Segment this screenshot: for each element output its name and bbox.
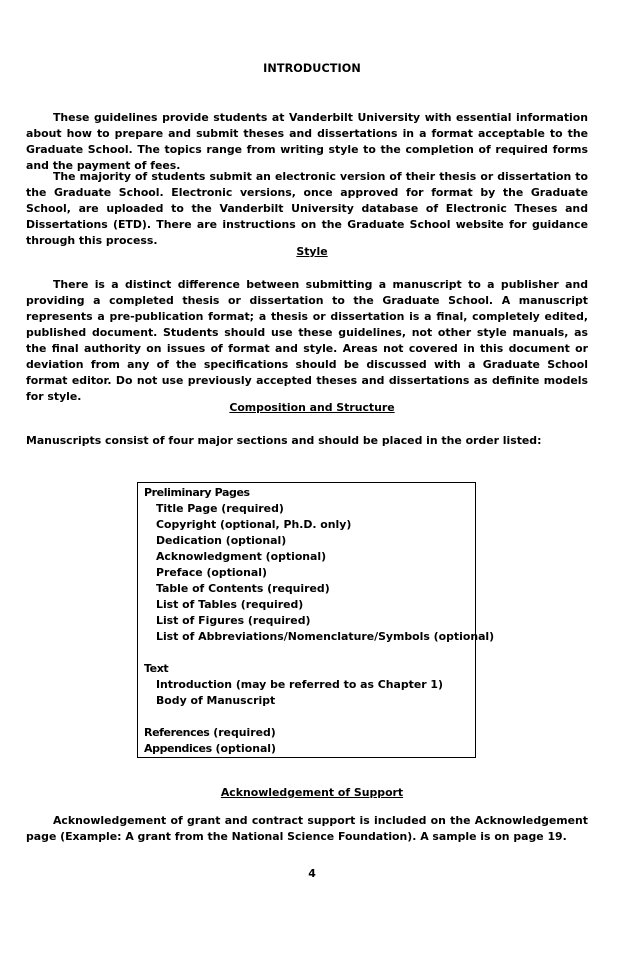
intro-paragraph-2: The majority of students submit an electronic version of their thesis or dissertation to the Graduate School. Electronic versions, once approved for format by the Graduate School, are uploaded to the Vanderbilt University database of Electronic Theses and Dissertations (ETD). There are instructions on the Graduate School website for guidance through this process. (26, 170, 588, 247)
references-note: (required) (209, 726, 276, 739)
list-item: List of Abbreviations/Nomenclature/Symbols (optional) (156, 630, 495, 643)
list-item: Preface (optional) (156, 566, 267, 579)
appendices-note: (optional) (211, 742, 277, 755)
text-section-list (144, 677, 475, 709)
appendices-heading: Appendices (144, 742, 212, 755)
list-item: Body of Manuscript (156, 694, 276, 707)
style-paragraph: There is a distinct difference between submitting a manuscript to a publisher and providing a completed thesis or dissertation to the Graduate School. A manuscript represents a pre-publication format; a thesis or dissertation is a final, completely edited, published document. Students should use these guidelines, not other style manuals, as the final authority on issues of format and style. Areas not covered in this document or deviation from any of the specifications should be discussed with a Graduate School format editor. Do not use previously accepted theses and dissertations as definite models for style. (26, 278, 588, 403)
intro-paragraph-1: These guidelines provide students at Vanderbilt University with essential information about how to prepare and submit theses and dissertations in a format acceptable to the Graduate School. The topics range from writing style to the completion of required forms and the payment of fees. (26, 111, 588, 172)
references-heading: References (144, 726, 210, 739)
style-heading: Style (296, 245, 328, 258)
composition-lead: Manuscripts consist of four major sections and should be placed in the order listed: (26, 434, 542, 447)
list-item: Introduction (may be referred to as Chapter 1) (156, 678, 443, 691)
list-item: Copyright (optional, Ph.D. only) (156, 518, 352, 531)
acknowledgement-paragraph: Acknowledgement of grant and contract support is included on the Acknowledgement page (Example: A grant from the National Science Foundation). A sample is on page 19. (26, 814, 588, 843)
list-item: Title Page (required) (156, 502, 284, 515)
acknowledgement-heading: Acknowledgement of Support (220, 786, 404, 799)
list-item: Dedication (optional) (156, 534, 287, 547)
sections-box (137, 482, 495, 758)
list-item: Table of Contents (required) (156, 582, 330, 595)
list-item: List of Tables (required) (156, 598, 304, 611)
list-item: List of Figures (required) (156, 614, 311, 627)
composition-heading: Composition and Structure (229, 401, 395, 414)
text-heading: Text (144, 662, 169, 675)
preliminary-pages-heading: Preliminary Pages (144, 486, 250, 499)
references-line (144, 725, 475, 741)
preliminary-pages-list (144, 501, 495, 645)
list-item: Acknowledgment (optional) (156, 550, 327, 563)
page-title: INTRODUCTION (263, 62, 361, 75)
page-number: 4 (308, 867, 316, 880)
appendices-line (144, 741, 475, 757)
